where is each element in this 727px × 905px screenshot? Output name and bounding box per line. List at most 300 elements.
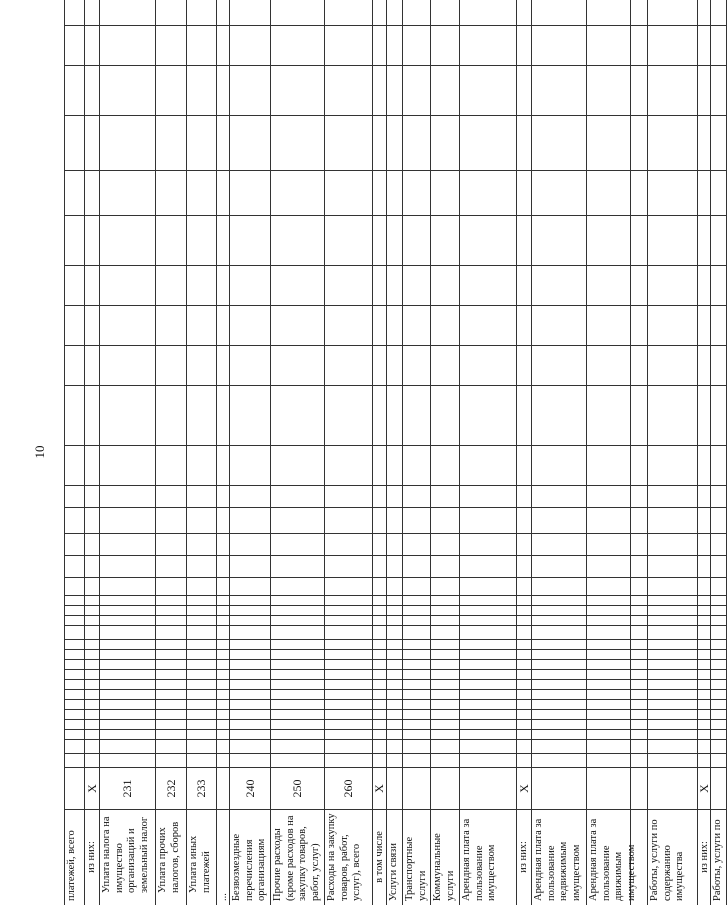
- data-cell: [156, 485, 186, 499]
- data-cell: [648, 215, 697, 229]
- data-cell: [373, 507, 386, 521]
- data-cell: [648, 533, 697, 547]
- row-label: Прочие расходы (кроме расходов на закупку товаров, работ, услуг): [271, 809, 324, 905]
- table-row: [187, 0, 217, 905]
- data-cell: [217, 265, 229, 279]
- data-cell: [698, 555, 710, 569]
- data-cell: [325, 445, 372, 459]
- data-cell: [373, 533, 386, 547]
- data-cell: [532, 65, 586, 79]
- data-cell: [230, 65, 270, 79]
- data-cell: [517, 215, 531, 229]
- data-cell: [325, 555, 372, 569]
- data-cell: [403, 595, 430, 609]
- data-cell: [460, 305, 516, 319]
- data-cell: [648, 115, 697, 129]
- data-cell: [187, 753, 216, 767]
- data-cell: [271, 305, 324, 319]
- data-cell: [65, 753, 84, 767]
- table-row: [217, 0, 230, 905]
- data-cell: [187, 485, 216, 499]
- data-cell: [648, 25, 697, 39]
- data-cell: [403, 385, 430, 399]
- data-cell: [387, 385, 402, 399]
- data-cell: [460, 507, 516, 521]
- data-cell: [271, 595, 324, 609]
- data-cell: [431, 555, 459, 569]
- data-cell: [217, 595, 229, 609]
- data-cell: [85, 555, 99, 569]
- data-cell: [648, 485, 697, 499]
- data-cell: [648, 170, 697, 184]
- data-cell: [65, 215, 84, 229]
- data-cell: [431, 445, 459, 459]
- data-cell: [187, 115, 216, 129]
- data-cell: [325, 65, 372, 79]
- table-row: [85, 0, 100, 905]
- data-cell: [532, 753, 586, 767]
- data-cell: [217, 753, 229, 767]
- data-cell: [230, 385, 270, 399]
- data-cell: [587, 639, 647, 653]
- data-cell: [325, 345, 372, 359]
- data-cell: [711, 215, 726, 229]
- data-cell: [100, 485, 155, 499]
- data-cell: [648, 345, 697, 359]
- data-cell: [698, 170, 710, 184]
- data-cell: [387, 533, 402, 547]
- data-cell: [187, 345, 216, 359]
- data-cell: [65, 385, 84, 399]
- table-row: [373, 0, 387, 905]
- data-cell: [460, 385, 516, 399]
- x-mark: X: [698, 767, 710, 809]
- data-cell: [711, 115, 726, 129]
- row-code: [648, 767, 697, 809]
- data-cell: [85, 305, 99, 319]
- data-cell: [217, 485, 229, 499]
- data-cell: [698, 305, 710, 319]
- data-cell: [373, 115, 386, 129]
- data-cell: [711, 595, 726, 609]
- table-row: [230, 0, 271, 905]
- data-cell: [65, 533, 84, 547]
- data-cell: [587, 485, 647, 499]
- data-cell: [85, 65, 99, 79]
- data-cell: [373, 445, 386, 459]
- data-cell: [517, 577, 531, 591]
- data-cell: [711, 753, 726, 767]
- data-cell: [271, 170, 324, 184]
- row-label: ...: [217, 809, 229, 905]
- data-cell: [648, 753, 697, 767]
- data-cell: [698, 595, 710, 609]
- data-cell: [403, 533, 430, 547]
- data-cell: [387, 639, 402, 653]
- data-cell: [85, 170, 99, 184]
- data-cell: [387, 65, 402, 79]
- data-cell: [460, 639, 516, 653]
- data-cell: [460, 115, 516, 129]
- data-cell: [387, 507, 402, 521]
- row-label: Транспортные услуги: [403, 809, 430, 905]
- data-cell: [271, 533, 324, 547]
- row-label: Работы, услуги по: [711, 809, 726, 905]
- data-cell: [325, 170, 372, 184]
- data-cell: [373, 639, 386, 653]
- row-code: [387, 767, 402, 809]
- data-cell: [648, 507, 697, 521]
- data-cell: [532, 577, 586, 591]
- data-cell: [230, 555, 270, 569]
- data-cell: [230, 753, 270, 767]
- data-cell: [100, 533, 155, 547]
- data-cell: [698, 485, 710, 499]
- data-cell: [325, 595, 372, 609]
- data-cell: [698, 577, 710, 591]
- data-cell: [711, 345, 726, 359]
- data-cell: [711, 25, 726, 39]
- data-cell: [460, 753, 516, 767]
- table-row: [587, 0, 648, 905]
- data-cell: [532, 115, 586, 129]
- data-cell: [217, 305, 229, 319]
- data-cell: [217, 170, 229, 184]
- data-cell: [325, 753, 372, 767]
- data-cell: [431, 170, 459, 184]
- data-cell: [431, 507, 459, 521]
- table-row: [532, 0, 587, 905]
- data-cell: [698, 507, 710, 521]
- data-cell: [156, 385, 186, 399]
- row-label: платежей, всего: [65, 809, 84, 905]
- data-cell: [325, 577, 372, 591]
- data-cell: [156, 533, 186, 547]
- data-cell: [65, 445, 84, 459]
- data-cell: [460, 215, 516, 229]
- data-cell: [403, 25, 430, 39]
- data-cell: [698, 65, 710, 79]
- data-cell: [100, 577, 155, 591]
- data-cell: [711, 305, 726, 319]
- data-cell: [403, 753, 430, 767]
- data-cell: [271, 445, 324, 459]
- data-cell: [271, 555, 324, 569]
- data-cell: [460, 577, 516, 591]
- data-cell: [698, 385, 710, 399]
- data-cell: [587, 115, 647, 129]
- data-cell: [532, 215, 586, 229]
- data-cell: [65, 65, 84, 79]
- row-label: Услуги связи: [387, 809, 402, 905]
- data-cell: [230, 595, 270, 609]
- data-cell: [156, 555, 186, 569]
- data-cell: [431, 305, 459, 319]
- data-cell: [460, 595, 516, 609]
- data-cell: [587, 215, 647, 229]
- data-cell: [532, 555, 586, 569]
- data-cell: [85, 345, 99, 359]
- data-cell: [517, 170, 531, 184]
- data-cell: [373, 215, 386, 229]
- data-cell: [711, 555, 726, 569]
- row-label: из них:: [85, 809, 99, 905]
- data-cell: [532, 445, 586, 459]
- data-cell: [230, 507, 270, 521]
- data-cell: [698, 639, 710, 653]
- data-cell: [187, 555, 216, 569]
- data-cell: [532, 385, 586, 399]
- data-cell: [156, 445, 186, 459]
- data-cell: [431, 385, 459, 399]
- data-cell: [85, 265, 99, 279]
- data-cell: [517, 485, 531, 499]
- data-cell: [460, 533, 516, 547]
- data-cell: [648, 265, 697, 279]
- data-cell: [698, 445, 710, 459]
- data-cell: [325, 305, 372, 319]
- data-cell: [65, 345, 84, 359]
- data-cell: [587, 170, 647, 184]
- data-cell: [325, 385, 372, 399]
- data-cell: [217, 25, 229, 39]
- row-code: [711, 767, 726, 809]
- data-cell: [100, 25, 155, 39]
- row-code: [65, 767, 84, 809]
- data-cell: [460, 170, 516, 184]
- data-cell: [373, 577, 386, 591]
- data-cell: [187, 265, 216, 279]
- data-cell: [85, 577, 99, 591]
- data-cell: [156, 577, 186, 591]
- data-cell: [373, 385, 386, 399]
- data-cell: [85, 215, 99, 229]
- data-cell: [711, 265, 726, 279]
- data-cell: [187, 305, 216, 319]
- data-cell: [460, 485, 516, 499]
- data-cell: [217, 507, 229, 521]
- data-cell: [387, 485, 402, 499]
- table-row: [64, 0, 85, 905]
- data-cell: [156, 753, 186, 767]
- data-cell: [325, 639, 372, 653]
- data-cell: [156, 265, 186, 279]
- data-cell: [65, 577, 84, 591]
- data-cell: [587, 345, 647, 359]
- row-label: Арендная плата за пользование недвижимым имуществом: [532, 809, 586, 905]
- data-cell: [587, 555, 647, 569]
- data-cell: [156, 305, 186, 319]
- data-cell: [403, 65, 430, 79]
- data-cell: [517, 507, 531, 521]
- data-cell: [85, 533, 99, 547]
- data-cell: [532, 507, 586, 521]
- data-cell: [217, 639, 229, 653]
- data-cell: [217, 445, 229, 459]
- data-cell: [517, 555, 531, 569]
- data-cell: [156, 65, 186, 79]
- data-cell: [85, 445, 99, 459]
- data-cell: [517, 25, 531, 39]
- data-cell: [587, 753, 647, 767]
- data-cell: [711, 577, 726, 591]
- data-cell: [460, 345, 516, 359]
- data-cell: [587, 595, 647, 609]
- data-cell: [156, 595, 186, 609]
- data-cell: [532, 639, 586, 653]
- data-cell: [100, 265, 155, 279]
- data-cell: [217, 533, 229, 547]
- data-cell: [403, 265, 430, 279]
- data-cell: [187, 215, 216, 229]
- data-cell: [387, 215, 402, 229]
- data-cell: [711, 65, 726, 79]
- data-cell: [65, 507, 84, 521]
- data-cell: [431, 753, 459, 767]
- data-cell: [65, 485, 84, 499]
- data-cell: [85, 639, 99, 653]
- data-cell: [460, 445, 516, 459]
- data-cell: [373, 753, 386, 767]
- row-code: [431, 767, 459, 809]
- data-cell: [431, 639, 459, 653]
- data-cell: [85, 595, 99, 609]
- data-cell: [217, 115, 229, 129]
- data-cell: [403, 115, 430, 129]
- data-cell: [403, 555, 430, 569]
- data-cell: [648, 445, 697, 459]
- row-code: 233: [187, 767, 216, 809]
- data-cell: [217, 555, 229, 569]
- data-cell: [325, 533, 372, 547]
- data-cell: [587, 305, 647, 319]
- data-cell: [217, 215, 229, 229]
- data-cell: [648, 65, 697, 79]
- data-cell: [373, 170, 386, 184]
- data-cell: [517, 115, 531, 129]
- data-cell: [65, 170, 84, 184]
- data-cell: [230, 115, 270, 129]
- data-cell: [187, 577, 216, 591]
- data-cell: [230, 170, 270, 184]
- data-cell: [532, 533, 586, 547]
- data-cell: [271, 507, 324, 521]
- data-cell: [648, 305, 697, 319]
- data-cell: [532, 485, 586, 499]
- data-cell: [230, 639, 270, 653]
- data-cell: [271, 577, 324, 591]
- row-code: 250: [271, 767, 324, 809]
- table-row: [325, 0, 373, 905]
- data-cell: [230, 533, 270, 547]
- row-code: [460, 767, 516, 809]
- data-cell: [373, 65, 386, 79]
- table-row: [156, 0, 187, 905]
- x-mark: X: [517, 767, 531, 809]
- data-cell: [387, 115, 402, 129]
- table-row: [698, 0, 711, 905]
- data-cell: [532, 170, 586, 184]
- data-cell: [100, 639, 155, 653]
- data-cell: [187, 639, 216, 653]
- data-cell: [100, 445, 155, 459]
- data-cell: [271, 265, 324, 279]
- data-cell: [648, 555, 697, 569]
- data-cell: [100, 65, 155, 79]
- data-cell: [517, 65, 531, 79]
- data-cell: [517, 265, 531, 279]
- data-cell: [711, 385, 726, 399]
- data-cell: [100, 215, 155, 229]
- data-cell: [156, 115, 186, 129]
- data-cell: [711, 445, 726, 459]
- data-cell: [387, 555, 402, 569]
- data-cell: [230, 305, 270, 319]
- data-cell: [230, 25, 270, 39]
- data-cell: [648, 639, 697, 653]
- data-cell: [587, 445, 647, 459]
- data-cell: [187, 65, 216, 79]
- data-cell: [85, 753, 99, 767]
- data-cell: [698, 25, 710, 39]
- data-cell: [156, 25, 186, 39]
- row-label: в том числе: [373, 809, 386, 905]
- data-cell: [100, 345, 155, 359]
- data-cell: [65, 595, 84, 609]
- row-label: Арендная плата за пользование движимым имуществом: [587, 809, 647, 905]
- row-code: 260: [325, 767, 372, 809]
- data-cell: [271, 115, 324, 129]
- data-cell: [403, 345, 430, 359]
- data-cell: [517, 445, 531, 459]
- data-cell: [711, 533, 726, 547]
- data-cell: [460, 25, 516, 39]
- data-cell: [387, 265, 402, 279]
- data-cell: [100, 170, 155, 184]
- data-cell: [517, 753, 531, 767]
- data-cell: [587, 577, 647, 591]
- data-cell: [373, 25, 386, 39]
- table-row: [460, 0, 517, 905]
- data-cell: [100, 385, 155, 399]
- data-cell: [403, 507, 430, 521]
- row-code: [217, 767, 229, 809]
- data-cell: [698, 215, 710, 229]
- data-cell: [271, 753, 324, 767]
- data-cell: [587, 25, 647, 39]
- data-cell: [373, 555, 386, 569]
- data-cell: [230, 577, 270, 591]
- row-label: Работы, услуги по содержанию имущества: [648, 809, 697, 905]
- data-cell: [373, 265, 386, 279]
- row-code: [587, 767, 647, 809]
- data-cell: [271, 639, 324, 653]
- row-code: 232: [156, 767, 186, 809]
- data-cell: [532, 25, 586, 39]
- data-cell: [648, 595, 697, 609]
- data-cell: [100, 507, 155, 521]
- data-cell: [65, 639, 84, 653]
- data-cell: [100, 595, 155, 609]
- data-cell: [230, 215, 270, 229]
- data-cell: [156, 507, 186, 521]
- data-cell: [100, 115, 155, 129]
- data-cell: [325, 265, 372, 279]
- row-label: Коммунальные услуги: [431, 809, 459, 905]
- data-cell: [711, 639, 726, 653]
- data-cell: [387, 170, 402, 184]
- row-label: Арендная плата за пользование имуществом: [460, 809, 516, 905]
